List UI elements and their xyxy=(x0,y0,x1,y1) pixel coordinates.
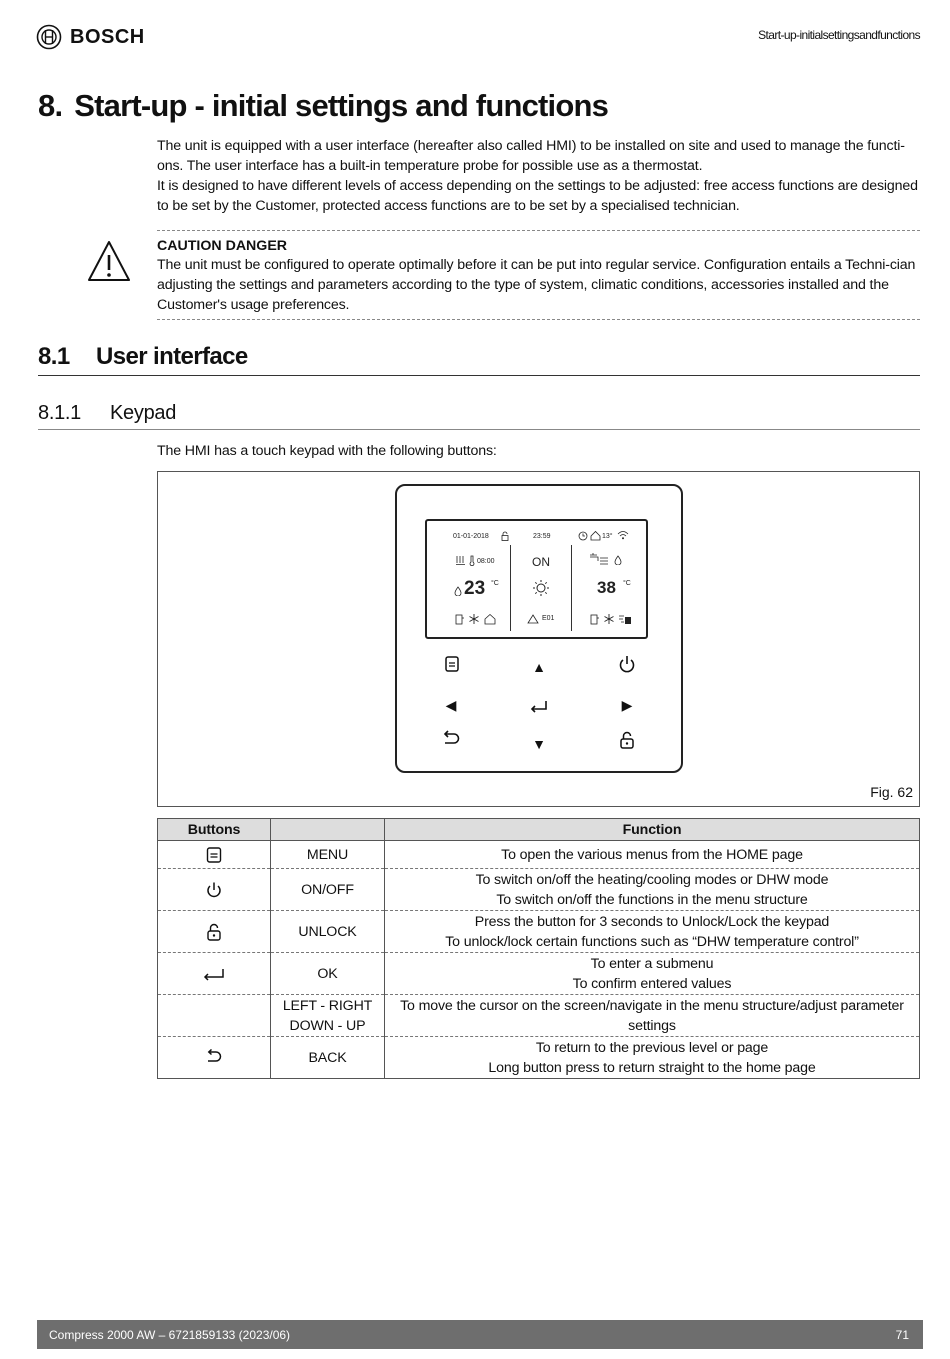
function-line: settings xyxy=(628,1017,676,1034)
table-row xyxy=(158,911,920,953)
screen-divider xyxy=(571,545,572,631)
bosch-logo xyxy=(36,24,145,50)
button-name: ON/OFF xyxy=(271,869,385,911)
screen-date: 01-01-2018 xyxy=(453,533,489,540)
screen-time: 23:59 xyxy=(533,533,551,540)
function-line: To confirm entered values xyxy=(572,975,732,992)
brand-name: BOSCH xyxy=(70,25,145,48)
screen-dhw-unit: °C xyxy=(623,580,631,587)
section-number: 8.1 xyxy=(38,343,70,370)
table-row xyxy=(158,869,920,911)
up-key[interactable]: ▲ xyxy=(532,659,546,675)
button-name xyxy=(271,995,385,1037)
button-icon-cell xyxy=(158,911,271,953)
heating-house-icon xyxy=(484,613,496,625)
figure-label: Fig. 62 xyxy=(870,784,913,800)
section-heading xyxy=(38,343,920,376)
screen-dhw-temp: 38 xyxy=(597,578,616,597)
screen-error-code: E01 xyxy=(542,615,555,622)
function-line: Long button press to return straight to the home page xyxy=(488,1059,816,1076)
hmi-screen xyxy=(425,519,648,639)
wifi-icon xyxy=(617,530,629,540)
menu-key[interactable] xyxy=(441,653,463,675)
button-function xyxy=(385,869,920,911)
underfloor-heating-icon xyxy=(455,555,466,566)
button-name: MENU xyxy=(271,841,385,869)
running-head: Start-up-initialsettingsandfunctions xyxy=(758,28,920,42)
thermometer-icon xyxy=(468,555,476,566)
subsection-number: 8.1.1 xyxy=(38,402,81,424)
unlock-icon xyxy=(205,923,223,941)
screen-outdoor-temp: 13° xyxy=(602,533,613,540)
function-line: Press the button for 3 seconds to Unlock/Lock the keypad xyxy=(474,913,830,930)
function-line: To switch on/off the functions in the menu structure xyxy=(496,891,808,908)
button-function xyxy=(385,1037,920,1079)
button-function xyxy=(385,995,920,1037)
function-line: To enter a submenu xyxy=(590,955,714,972)
unlock-key[interactable] xyxy=(616,729,638,751)
power-key[interactable] xyxy=(616,653,638,675)
subsection-title: Keypad xyxy=(110,402,177,424)
page-footer xyxy=(37,1320,923,1349)
caution-box xyxy=(157,230,920,320)
button-name-line: DOWN - UP xyxy=(289,1017,366,1034)
button-name: BACK xyxy=(271,1037,385,1079)
boiler-icon xyxy=(454,613,465,625)
down-key[interactable]: ▼ xyxy=(532,736,546,752)
screen-room-unit: °C xyxy=(491,580,499,587)
enter-key[interactable] xyxy=(528,695,550,717)
sun-icon xyxy=(532,579,550,597)
intro-paragraph-1: The unit is equipped with a user interface (hereafter also called HMI) to be installed on site and used to manage the functi-ons. The user interface has a built-in temperature probe for possible use as a thermostat. xyxy=(157,138,905,174)
buttons-table xyxy=(157,818,920,1079)
button-function xyxy=(385,953,920,995)
function-line: To open the various menus from the HOME page xyxy=(501,846,803,863)
alarm-triangle-icon xyxy=(527,614,539,624)
flame-icon xyxy=(614,555,622,565)
footer-document-id: Compress 2000 AW – 6721859133 (2023/06) xyxy=(49,1327,291,1342)
column-header: Buttons xyxy=(158,819,271,841)
boiler-icon xyxy=(589,613,600,625)
house-icon xyxy=(590,530,601,541)
power-icon xyxy=(205,881,223,899)
screen-status: ON xyxy=(532,555,550,569)
lock-icon xyxy=(500,531,510,541)
dhw-tap-icon xyxy=(587,552,609,566)
back-icon xyxy=(205,1049,223,1067)
table-row xyxy=(158,1037,920,1079)
button-name-line: LEFT - RIGHT xyxy=(282,997,373,1014)
function-line: To move the cursor on the screen/navigate in the menu structure/adjust parameter xyxy=(400,997,904,1014)
button-name: OK xyxy=(271,953,385,995)
menu-icon xyxy=(205,846,223,864)
function-line: To return to the previous level or page xyxy=(535,1039,769,1056)
table-row xyxy=(158,841,920,869)
chapter-title: Start-up - initial settings and functions xyxy=(74,88,609,123)
button-icon-cell xyxy=(158,1037,271,1079)
page-number: 71 xyxy=(895,1327,909,1342)
heat-pump-icon xyxy=(618,613,632,625)
snowflake-icon xyxy=(603,613,615,625)
keypad-intro: The HMI has a touch keypad with the following buttons: xyxy=(157,443,497,459)
button-name: UNLOCK xyxy=(271,911,385,953)
snowflake-icon xyxy=(468,613,480,625)
subsection-heading xyxy=(38,402,920,430)
section-title: User interface xyxy=(96,343,248,370)
back-key[interactable] xyxy=(440,729,462,751)
screen-divider xyxy=(510,545,511,631)
table-row xyxy=(158,995,920,1037)
button-function xyxy=(385,841,920,869)
button-icon-cell xyxy=(158,869,271,911)
keypad-figure xyxy=(157,471,920,807)
screen-dhw-time: 08:00 xyxy=(477,558,495,565)
button-icon-cell xyxy=(158,953,271,995)
chapter-heading xyxy=(38,88,608,124)
table-row xyxy=(158,953,920,995)
droplet-icon xyxy=(454,586,462,596)
function-line: To switch on/off the heating/cooling modes or DHW mode xyxy=(475,871,829,888)
caution-text: The unit must be configured to operate optimally before it can be put into regular service. Configuration entails a Techni-cian adjusting the settings and parameters according to the type of system, climatic conditions, accessories installed and the Customer's usage preferences. xyxy=(157,257,916,313)
caution-title: CAUTION DANGER xyxy=(157,238,288,254)
column-header: Function xyxy=(385,819,920,841)
bosch-armature-icon xyxy=(36,24,62,50)
button-icon-cell xyxy=(158,841,271,869)
hmi-device xyxy=(395,484,683,773)
table-header-row xyxy=(158,819,920,841)
right-key[interactable]: ▶ xyxy=(621,697,633,713)
enter-icon xyxy=(202,965,226,983)
column-header xyxy=(271,819,385,841)
button-icon-cell xyxy=(158,995,271,1037)
clock-icon xyxy=(578,531,588,541)
button-function xyxy=(385,911,920,953)
left-key[interactable]: ◀ xyxy=(445,697,457,713)
function-line: To unlock/lock certain functions such as “DHW temperature control” xyxy=(445,933,859,950)
intro-paragraph-2: It is designed to have different levels of access depending on the settings to be adjusted: free access functions are designed to be set by the Customer, protected access functions are to be set by a specialised technician. xyxy=(157,178,918,214)
warning-triangle-icon xyxy=(86,238,132,284)
screen-room-temp: 23 xyxy=(464,578,486,599)
chapter-number: 8. xyxy=(38,88,63,123)
